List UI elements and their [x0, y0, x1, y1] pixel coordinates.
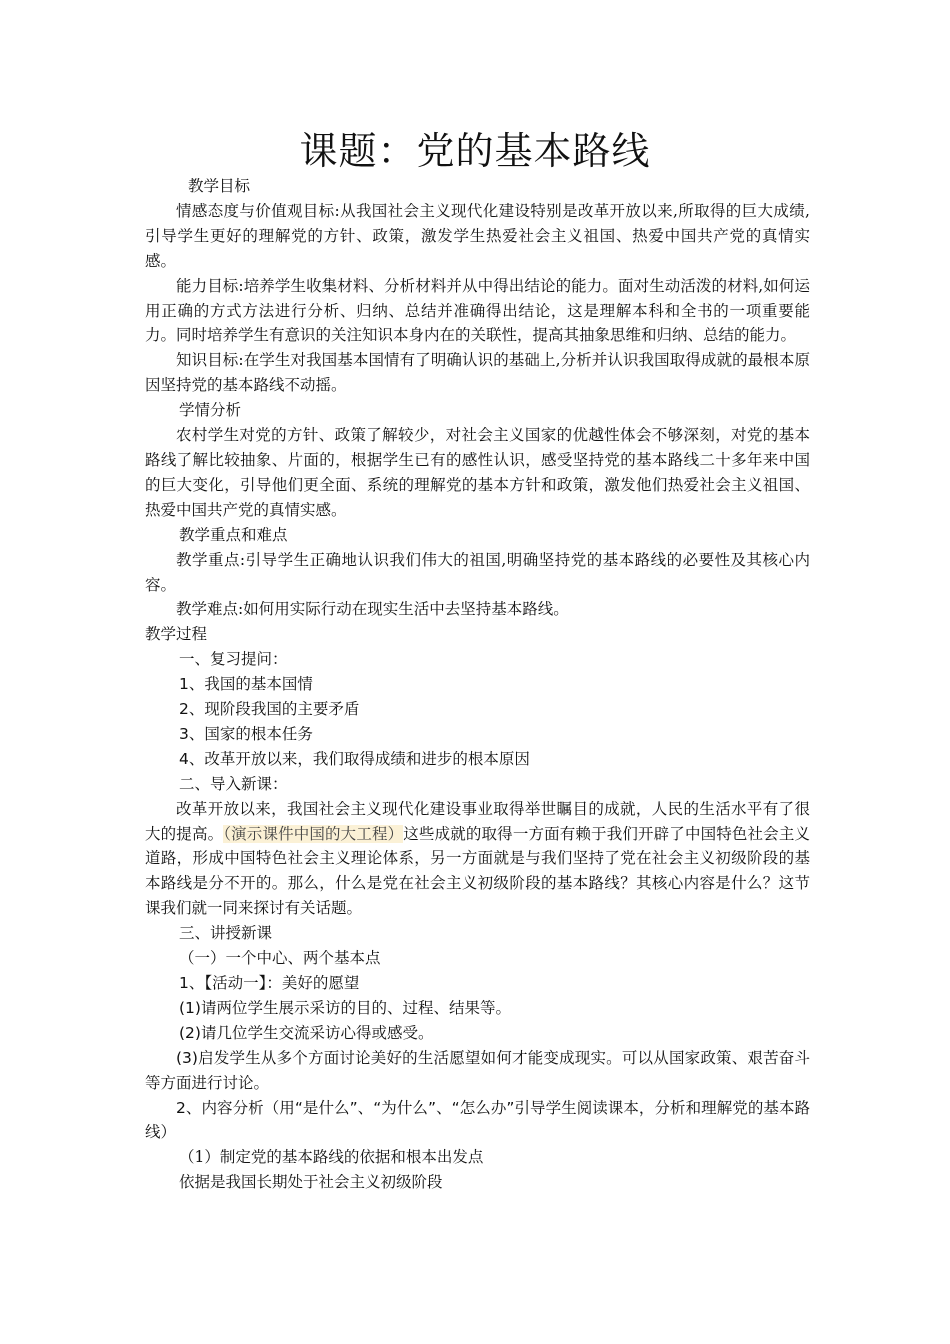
- basis-heading: （1）制定党的基本路线的依据和根本出发点: [179, 1148, 484, 1167]
- intro-paragraph: [145, 797, 810, 922]
- review-item: 1、我国的基本国情: [179, 675, 313, 694]
- basis-paragraph: 依据是我国长期处于社会主义初级阶段: [179, 1173, 443, 1192]
- review-heading: 一、复习提问：: [179, 650, 288, 669]
- keypoints-heading: 教学重点和难点: [179, 525, 288, 544]
- review-item: 4、改革开放以来，我们取得成绩和进步的根本原因: [179, 749, 530, 768]
- ability-objective: 能力目标:培养学生收集材料、分析材料并从中得出结论的能力。面对生动活泼的材料,如何运用正确的方式方法进行分析、归纳、总结并准确得出结论，这是理解本科和全书的一项重要能力。同时培养学生有意识的关注知识本身内在的关联性，提高其抽象思维和归纳、总结的能力。: [145, 276, 810, 345]
- activity-heading: 1、【活动一】：美好的愿望: [179, 974, 360, 992]
- content-analysis: 2、内容分析（用“是什么”、“为什么”、“怎么办”引导学生阅读课本，分析和理解党的基本路线）: [145, 1098, 810, 1142]
- step-item: (3)启发学生从多个方面讨论美好的生活愿望如何才能变成现实。可以从国家政策、艰苦奋斗等方面进行讨论。: [145, 1048, 810, 1092]
- page-title: 课题：党的基本路线: [299, 129, 651, 173]
- sub-heading-1: （一）一个中心、两个基本点: [179, 949, 381, 968]
- knowledge-objective: 知识目标:在学生对我国基本国情有了明确认识的基础上,分析并认识我国取得成就的最根本原因坚持党的基本路线不动摇。: [145, 351, 810, 395]
- intro-text-before: 改革开放以来，我国社会主义现代化建设事业取得举世瞩目的成就，人民的生活水平有了很大的提高。: [145, 799, 810, 843]
- difficulty-paragraph: 教学难点:如何用实际行动在现实生活中去坚持基本路线。: [176, 600, 569, 619]
- step-item: (2)请几位学生交流采访心得或感受。: [179, 1023, 434, 1042]
- document-body: [145, 174, 810, 1195]
- intro-heading: 二、导入新课：: [179, 774, 288, 793]
- step-item: (1)请两位学生展示采访的目的、过程、结果等。: [179, 998, 511, 1017]
- review-item: 2、现阶段我国的主要矛盾: [179, 700, 360, 719]
- teach-heading: 三、讲授新课: [179, 924, 273, 943]
- keypoint-paragraph: 教学重点:引导学生正确地认识我们伟大的祖国,明确坚持党的基本路线的必要性及其核心内容。: [145, 550, 810, 594]
- review-item: 3、国家的根本任务: [179, 724, 313, 743]
- emotion-objective: 情感态度与价值观目标:从我国社会主义现代化建设特别是改革开放以来,所取得的巨大成绩,引导学生更好的理解党的方针、政策，激发学生热爱社会主义祖国、热爱中国共产党的真情实感。: [145, 201, 810, 270]
- analysis-paragraph: 农村学生对党的方针、政策了解较少，对社会主义国家的优越性体会不够深刻，对党的基本路线了解比较抽象、片面的，根据学生已有的感性认识，感受坚持党的基本路线二十多年来中国的巨大变化，引导他们更全面、系统的理解党的基本方针和政策，激发他们热爱社会主义祖国、热爱中国共产党的真情实感。: [145, 426, 810, 519]
- process-heading: 教学过程: [145, 625, 208, 644]
- objectives-heading: 教学目标: [188, 177, 251, 195]
- analysis-heading: 学情分析: [179, 401, 242, 420]
- highlighted-note: （演示课件中国的大工程）: [223, 824, 404, 843]
- intro-text-after: 这些成就的取得一方面有赖于我们开辟了中国特色社会主义道路，形成中国特色社会主义理论体系，另一方面就是与我们坚持了党在社会主义初级阶段的基本路线是分不开的。那么，什么是党在社会主义初级阶段的基本路线？其核心内容是什么？这节课我们就一同来探讨有关话题。: [145, 824, 810, 918]
